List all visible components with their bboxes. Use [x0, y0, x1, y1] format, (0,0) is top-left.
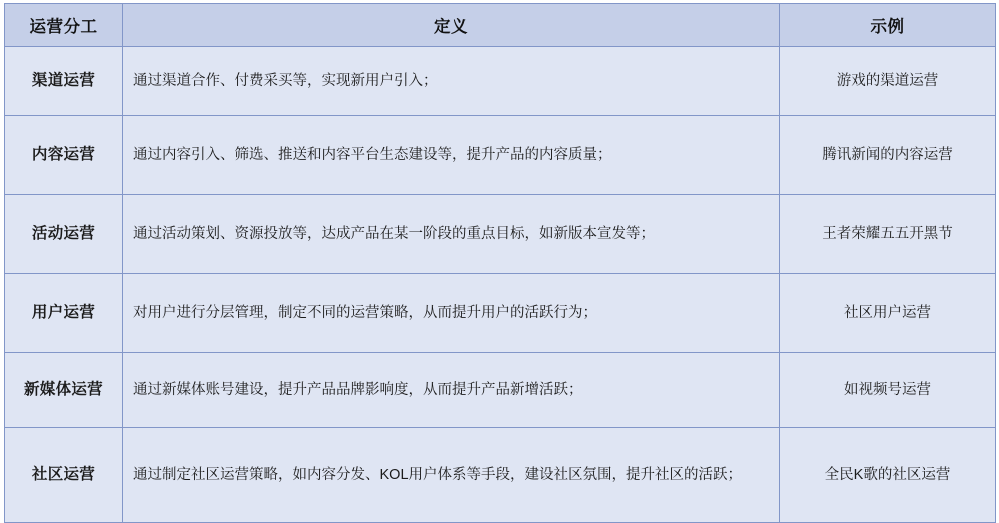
cell-definition: 通过活动策划、资源投放等，达成产品在某一阶段的重点目标，如新版本宣发等； [123, 195, 780, 274]
cell-example: 游戏的渠道运营 [780, 47, 996, 116]
table-row [5, 428, 996, 523]
cell-example: 王者荣耀五五开黑节 [780, 195, 996, 274]
cell-role: 社区运营 [5, 428, 123, 523]
cell-role: 新媒体运营 [5, 353, 123, 428]
cell-role: 用户运营 [5, 274, 123, 353]
cell-role: 活动运营 [5, 195, 123, 274]
table-header-row [5, 4, 996, 47]
table-header [5, 4, 996, 47]
table-row [5, 353, 996, 428]
table-row [5, 195, 996, 274]
cell-role: 内容运营 [5, 116, 123, 195]
operations-division-table [4, 3, 996, 523]
table-body [5, 47, 996, 523]
cell-role: 渠道运营 [5, 47, 123, 116]
table-row [5, 47, 996, 116]
cell-example: 腾讯新闻的内容运营 [780, 116, 996, 195]
cell-example: 如视频号运营 [780, 353, 996, 428]
cell-definition: 通过制定社区运营策略，如内容分发、KOL用户体系等手段，建设社区氛围，提升社区的活跃； [123, 428, 780, 523]
cell-definition: 通过内容引入、筛选、推送和内容平台生态建设等，提升产品的内容质量； [123, 116, 780, 195]
table-row [5, 116, 996, 195]
cell-example: 社区用户运营 [780, 274, 996, 353]
cell-definition: 通过渠道合作、付费采买等，实现新用户引入； [123, 47, 780, 116]
column-header-role: 运营分工 [5, 4, 123, 47]
column-header-example: 示例 [780, 4, 996, 47]
cell-definition: 通过新媒体账号建设，提升产品品牌影响度，从而提升产品新增活跃； [123, 353, 780, 428]
column-header-definition: 定义 [123, 4, 780, 47]
cell-example: 全民K歌的社区运营 [780, 428, 996, 523]
table-row [5, 274, 996, 353]
cell-definition: 对用户进行分层管理，制定不同的运营策略，从而提升用户的活跃行为； [123, 274, 780, 353]
